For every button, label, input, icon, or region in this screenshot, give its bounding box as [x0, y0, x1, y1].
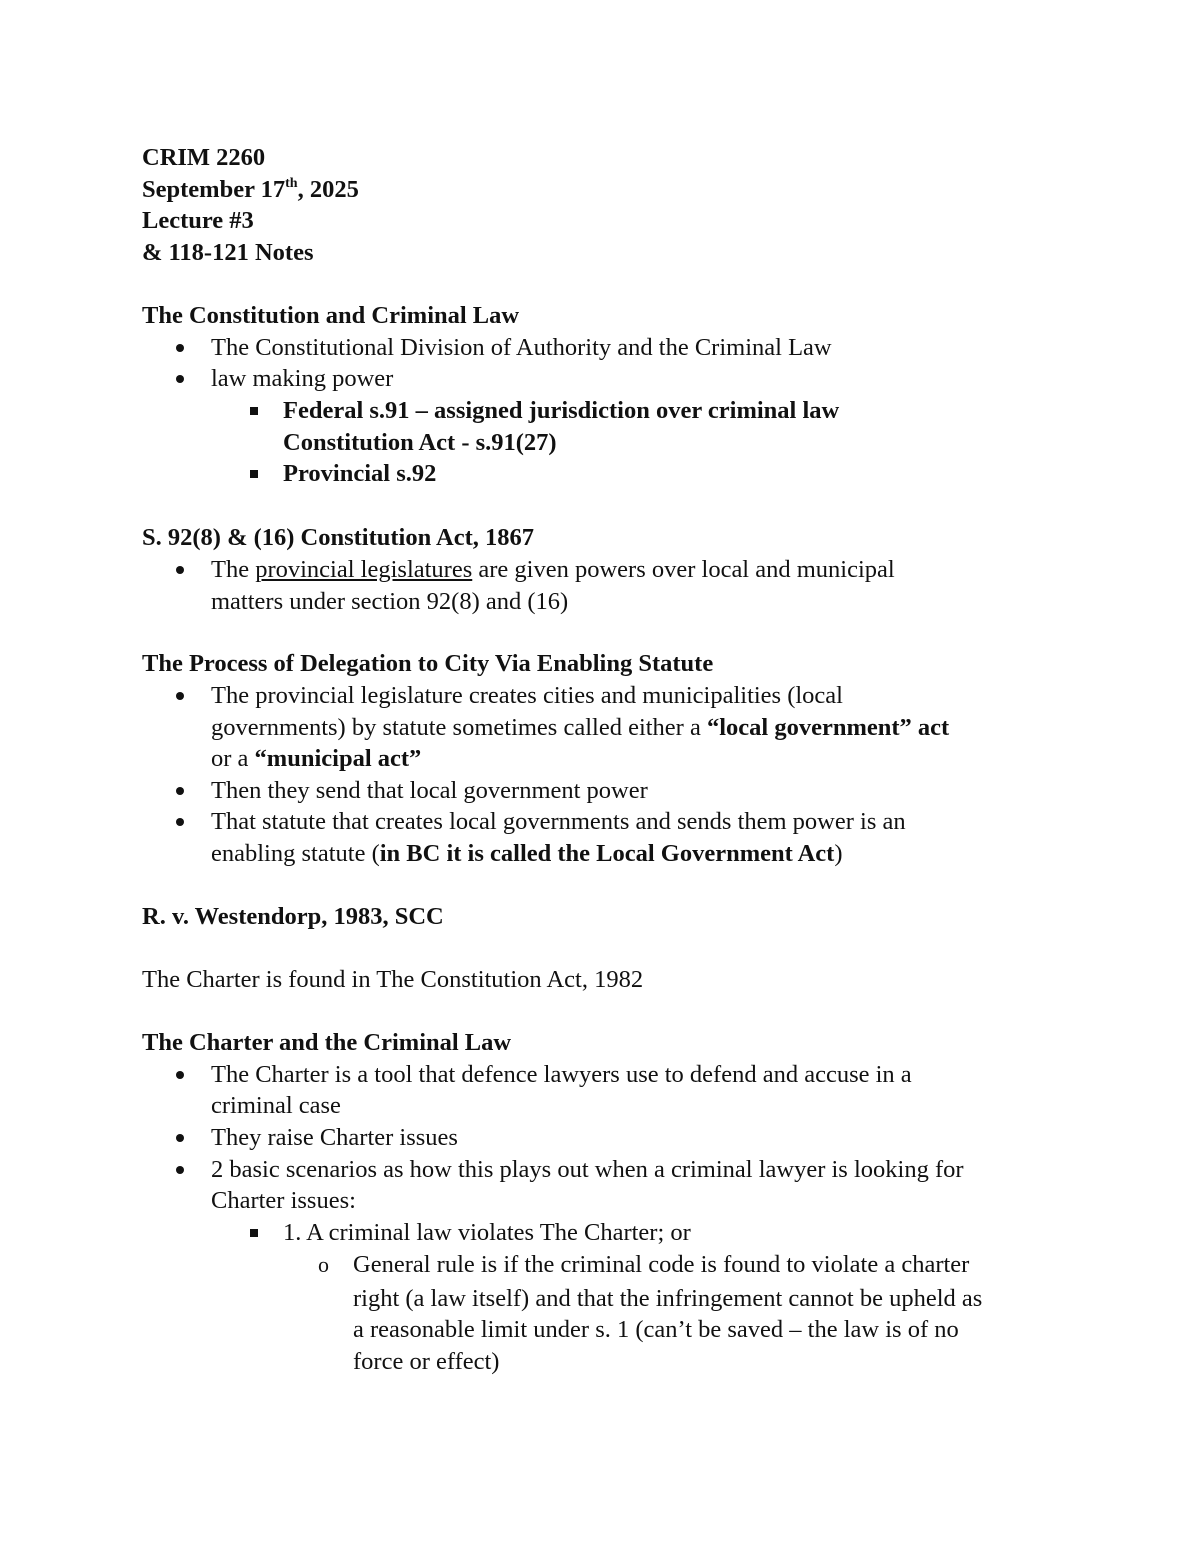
case-citation: R. v. Westendorp, 1983, SCC	[142, 903, 444, 930]
list-item	[211, 554, 895, 586]
list-item: law making power	[211, 365, 394, 392]
bullet-icon	[176, 1071, 184, 1079]
list-item: General rule is if the criminal code is found to violate a charter	[353, 1251, 970, 1278]
text-run: The	[211, 556, 256, 583]
text-run: )	[834, 840, 843, 867]
list-item-continuation: force or effect)	[353, 1348, 500, 1375]
text-run: or a	[211, 745, 255, 772]
list-item: That statute that creates local governments and sends them power is an	[211, 808, 906, 835]
section-heading-s92: S. 92(8) & (16) Constitution Act, 1867	[142, 524, 534, 551]
lecture-number: Lecture #3	[142, 207, 254, 234]
course-code: CRIM 2260	[142, 144, 266, 171]
notes-pages: & 118-121 Notes	[142, 239, 314, 266]
square-bullet-icon	[250, 1229, 258, 1237]
list-item-continuation: matters under section 92(8) and (16)	[211, 588, 569, 615]
list-item-continuation	[211, 838, 842, 870]
list-item: The Constitutional Division of Authority and the Criminal Law	[211, 334, 832, 361]
circle-bullet-icon: o	[318, 1252, 329, 1277]
square-bullet-icon	[250, 407, 258, 415]
list-item: 1. A criminal law violates The Charter; or	[283, 1219, 691, 1246]
bullet-icon	[176, 1166, 184, 1174]
section-heading-constitution: The Constitution and Criminal Law	[142, 302, 520, 329]
list-item: Federal s.91 – assigned jurisdiction over criminal law	[283, 397, 840, 424]
list-item: Provincial s.92	[283, 460, 437, 487]
bold-text: in BC it is called the Local Government Act	[379, 840, 835, 867]
bullet-icon	[176, 1134, 184, 1142]
underlined-text: provincial legislatures	[255, 556, 473, 583]
bold-text: “municipal act”	[254, 745, 422, 772]
charter-statement: The Charter is found in The Constitution Act, 1982	[142, 966, 644, 993]
bullet-icon	[176, 787, 184, 795]
list-item: The provincial legislature creates cities and municipalities (local	[211, 682, 843, 709]
date-prefix: September 17	[142, 176, 286, 203]
list-item-continuation: Constitution Act - s.91(27)	[283, 429, 557, 456]
bold-text: “local government” act	[706, 714, 950, 741]
text-run: are given powers over local and municipal	[472, 556, 895, 583]
list-item: They raise Charter issues	[211, 1124, 458, 1151]
list-item-continuation: criminal case	[211, 1092, 341, 1119]
list-item: The Charter is a tool that defence lawyers use to defend and accuse in a	[211, 1061, 912, 1088]
list-item: 2 basic scenarios as how this plays out when a criminal lawyer is looking for	[211, 1156, 964, 1183]
lecture-date	[142, 174, 359, 206]
date-suffix: , 2025	[297, 176, 359, 203]
bullet-icon	[176, 566, 184, 574]
list-item: Then they send that local government power	[211, 777, 648, 804]
section-heading-charter: The Charter and the Criminal Law	[142, 1029, 512, 1056]
list-item-continuation	[211, 743, 421, 775]
section-heading-delegation: The Process of Delegation to City Via Enabling Statute	[142, 650, 714, 677]
text-run: governments) by statute sometimes called either a	[211, 714, 707, 741]
list-item-continuation: a reasonable limit under s. 1 (can’t be saved – the law is of no	[353, 1316, 959, 1343]
bullet-icon	[176, 375, 184, 383]
text-run: enabling statute (	[211, 840, 380, 867]
date-superscript: th	[285, 176, 298, 191]
list-item-continuation: Charter issues:	[211, 1187, 356, 1214]
bullet-icon	[176, 692, 184, 700]
bullet-icon	[176, 344, 184, 352]
list-item-continuation	[211, 712, 949, 744]
square-bullet-icon	[250, 470, 258, 478]
bullet-icon	[176, 818, 184, 826]
list-item-continuation: right (a law itself) and that the infringement cannot be upheld as	[353, 1285, 983, 1312]
